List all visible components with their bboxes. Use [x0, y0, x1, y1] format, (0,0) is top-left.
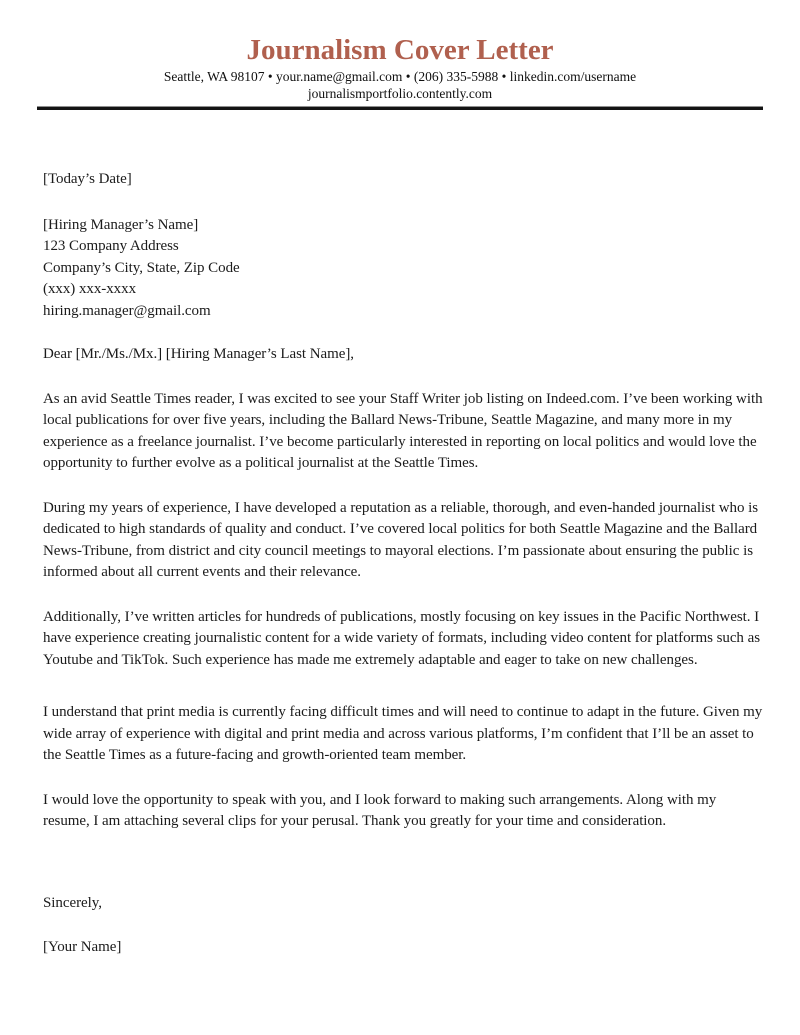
body-paragraph: Additionally, I’ve written articles for hundreds of publications, mostly focusing on key issues in the Pacific Northwest. I have experience creating journalistic content for a wide variety of formats, including video content for platforms such as Youtube and TikTok. Such experience has made me extremely adaptable and eager to take on new challenges. — [43, 608, 760, 668]
recipient-line: (xxx) xxx-xxxx — [43, 281, 137, 297]
body-paragraph: As an avid Seattle Times reader, I was excited to see your Staff Writer job listing on Indeed.com. I’ve been working with local publications for over five years, including the Ballard News-Tribune, Seattle Magazine, and many more in my experience as a freelance journalist. I’ve become particularly interested in reporting on local politics and would love the opportunity to further evolve as a political journalist at the Seattle Times. — [43, 390, 763, 471]
recipient-line: Company’s City, State, Zip Code — [43, 259, 240, 276]
body-paragraph: I understand that print media is currently facing difficult times and will need to continue to adapt in the future. Given my wide array of experience with digital and print media and across various platforms, I’m confident that I’ll be an asset to the Seattle Times as a future-facing and growth-oriented team member. — [43, 704, 763, 763]
recipient-line: [Hiring Manager’s Name] — [43, 216, 199, 233]
recipient-address-block — [43, 215, 764, 323]
letter-body — [43, 169, 764, 959]
header-divider-rule — [37, 106, 763, 110]
portfolio-url: journalismportfolio.contently.com — [307, 86, 493, 101]
recipient-line: hiring.manager@gmail.com — [43, 302, 211, 319]
letter-paragraphs — [43, 389, 764, 833]
contact-info-line: Seattle, WA 98107 • your.name@gmail.com • (206) 335-5988 • linkedin.com/username — [163, 69, 637, 84]
date-line: [Today’s Date] — [43, 171, 132, 187]
salutation: Dear [Mr./Ms./Mx.] [Hiring Manager’s Last Name], — [43, 346, 354, 362]
body-paragraph: I would love the opportunity to speak with you, and I look forward to making such arrangements. Along with my resume, I am attaching several clips for your perusal. Thank you greatly for your time and consideration. — [43, 791, 717, 829]
closing-line: Sincerely, — [43, 894, 102, 911]
recipient-line: 123 Company Address — [43, 238, 179, 254]
page-title: Journalism Cover Letter — [246, 34, 554, 66]
letter-header — [0, 0, 800, 110]
signature-name: [Your Name] — [43, 939, 122, 955]
body-paragraph: During my years of experience, I have developed a reputation as a reliable, thorough, and even-handed journalist who is dedicated to high standards of quality and conduct. I’ve covered local politics for both Seattle Magazine and the Ballard News-Tribune, from district and city council meetings to mayoral elections. I’m passionate about ensuring the public is informed about all current events and their relevance. — [43, 499, 759, 580]
